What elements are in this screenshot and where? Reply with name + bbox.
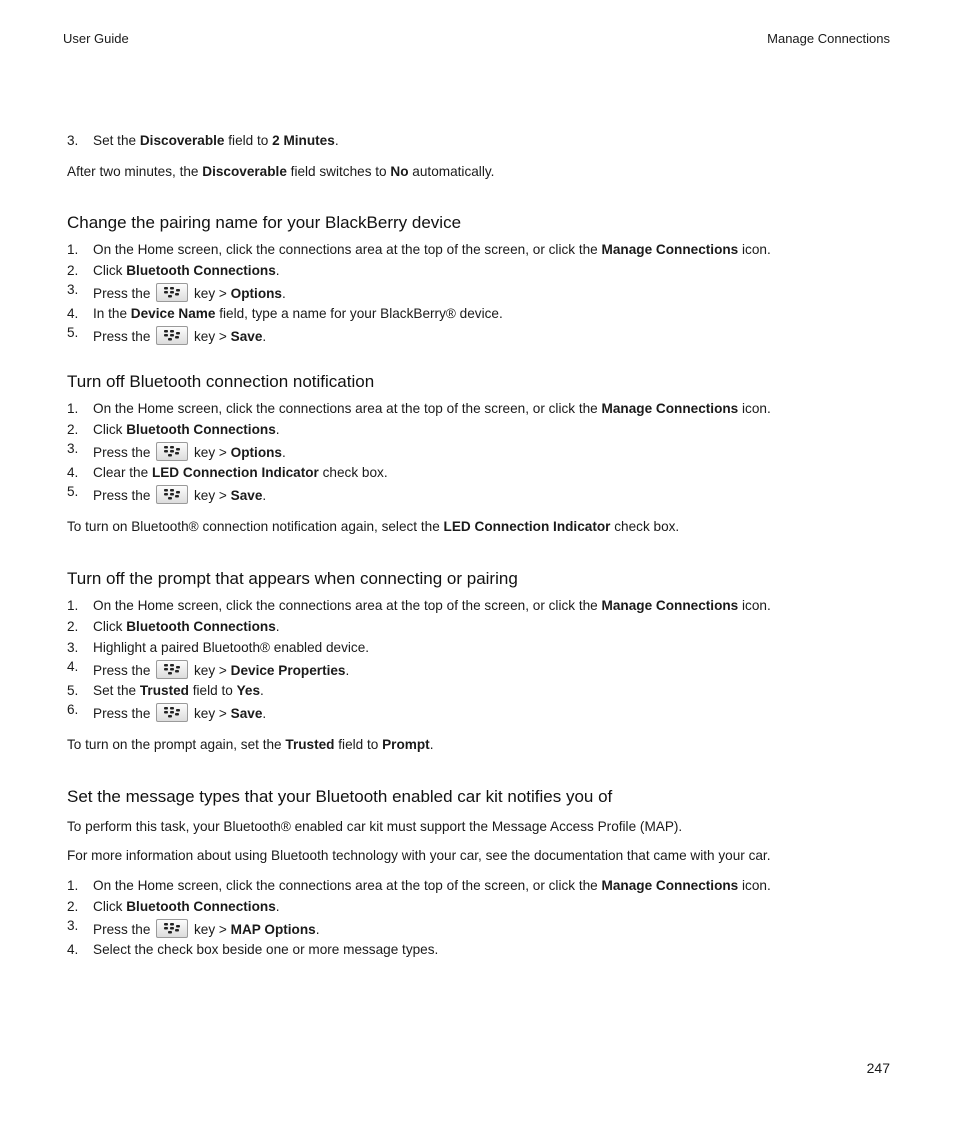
step-item: 1. On the Home screen, click the connections area at the top of the screen, or click the Manage Connections icon.	[67, 401, 771, 416]
page-number: 247	[866, 1060, 890, 1076]
step-item: 5. Press the key > Save.	[67, 484, 267, 503]
steps-message-types	[67, 877, 897, 962]
step-item: 3. Press the key > Options.	[67, 282, 286, 301]
step-item: 3. Highlight a paired Bluetooth® enabled device.	[67, 640, 370, 655]
section-note-connection-notification: To turn on Bluetooth® connection notification again, select the LED Connection Indicator check box.	[67, 519, 680, 534]
blackberry-menu-key-icon	[156, 326, 188, 345]
blackberry-menu-key-icon	[156, 442, 188, 461]
step-item: 3. Press the key > MAP Options.	[67, 918, 320, 937]
step-item: 4. Press the key > Device Properties.	[67, 659, 350, 678]
step-item: 4. Clear the LED Connection Indicator check box.	[67, 465, 388, 480]
steps-pairing-name	[67, 241, 897, 348]
section-title-pairing-name: Change the pairing name for your BlackBerry device	[67, 213, 462, 232]
step-item: 5. Set the Trusted field to Yes.	[67, 683, 264, 698]
step-item: 4. Select the check box beside one or more message types.	[67, 942, 439, 957]
steps-prompt	[67, 597, 897, 725]
blackberry-menu-key-icon	[156, 919, 188, 938]
blackberry-menu-key-icon	[156, 703, 188, 722]
section-title-prompt: Turn off the prompt that appears when connecting or pairing	[67, 569, 518, 588]
blackberry-menu-key-icon	[156, 485, 188, 504]
section-note-prompt: To turn on the prompt again, set the Trusted field to Prompt.	[67, 737, 434, 752]
step-item: 1. On the Home screen, click the connections area at the top of the screen, or click the Manage Connections icon.	[67, 598, 771, 613]
running-header-left: User Guide	[63, 31, 129, 46]
step-item: 4. In the Device Name field, type a name for your BlackBerry® device.	[67, 306, 503, 321]
step-item: 2. Click Bluetooth Connections.	[67, 619, 280, 634]
step-item: 2. Click Bluetooth Connections.	[67, 422, 280, 437]
step-item: 1. On the Home screen, click the connections area at the top of the screen, or click the Manage Connections icon.	[67, 878, 771, 893]
step-item: 6. Press the key > Save.	[67, 702, 267, 721]
step-item: 5. Press the key > Save.	[67, 325, 267, 344]
step-item: 3. Press the key > Options.	[67, 441, 286, 460]
step-item: 2. Click Bluetooth Connections.	[67, 899, 280, 914]
intro-step	[67, 132, 897, 153]
blackberry-menu-key-icon	[156, 660, 188, 679]
section-title-message-types: Set the message types that your Bluetooth enabled car kit notifies you of	[67, 787, 613, 806]
section-para: For more information about using Bluetooth technology with your car, see the documentation that came with your car.	[67, 848, 771, 863]
intro-note: After two minutes, the Discoverable field switches to No automatically.	[67, 164, 495, 179]
running-header-right: Manage Connections	[767, 31, 890, 46]
step-item: 3. Set the Discoverable field to 2 Minutes.	[67, 133, 339, 148]
section-title-connection-notification: Turn off Bluetooth connection notification	[67, 372, 375, 391]
step-item: 1. On the Home screen, click the connections area at the top of the screen, or click the Manage Connections icon.	[67, 242, 771, 257]
step-item: 2. Click Bluetooth Connections.	[67, 263, 280, 278]
steps-connection-notification	[67, 400, 897, 507]
section-para: To perform this task, your Bluetooth® enabled car kit must support the Message Access Profile (MAP).	[67, 819, 683, 834]
blackberry-menu-key-icon	[156, 283, 188, 302]
